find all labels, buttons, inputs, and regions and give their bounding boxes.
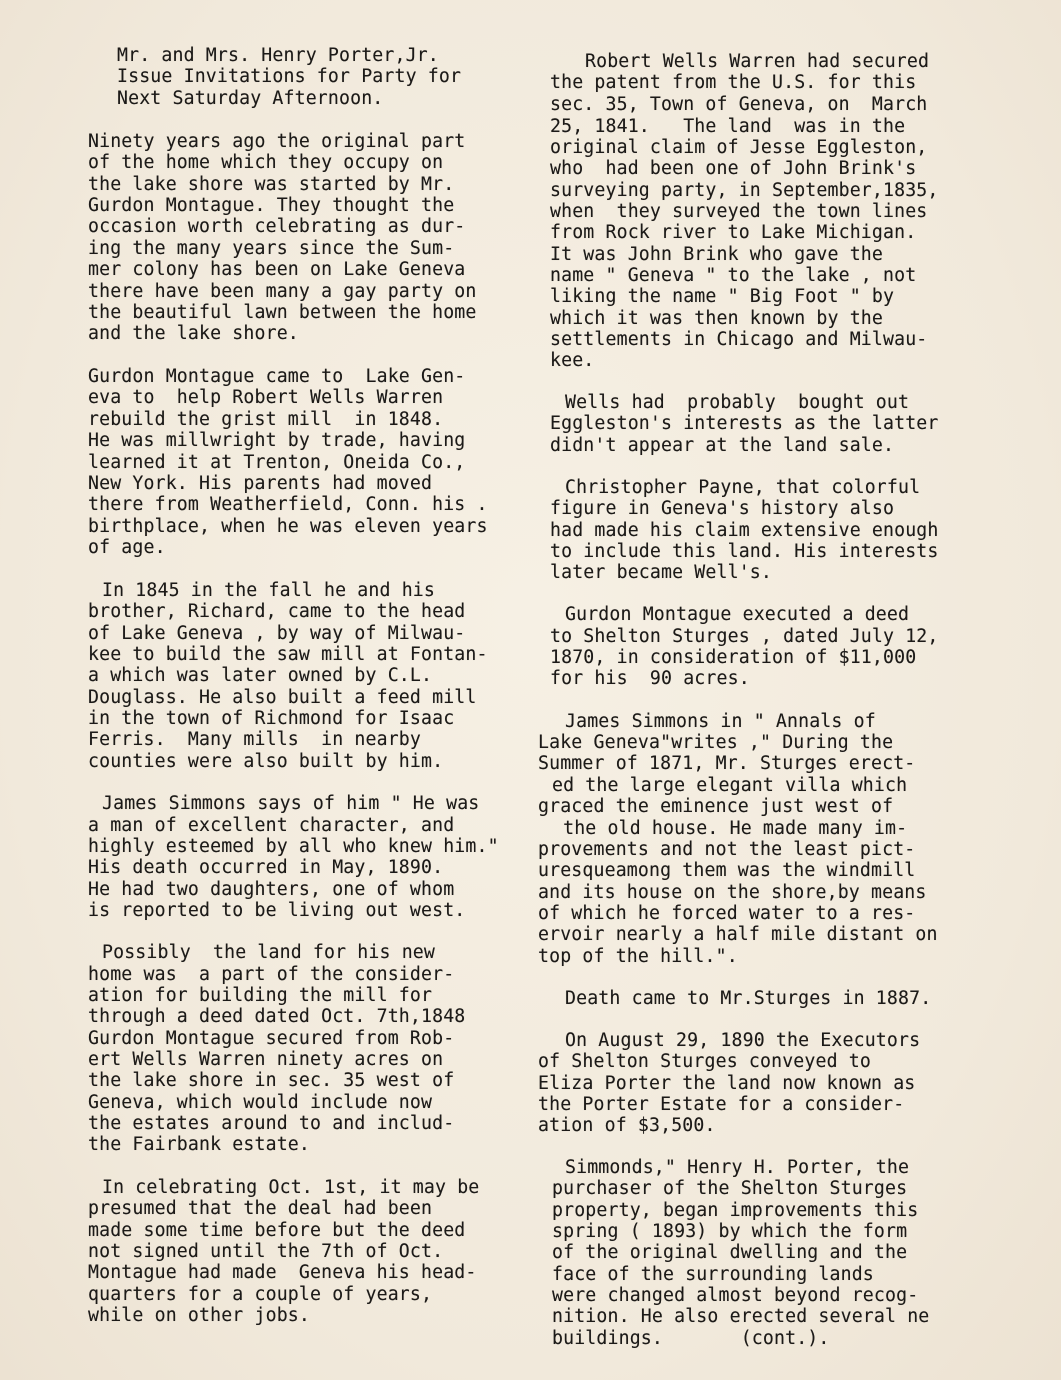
right-column-line: settlements in Chicago and Milwau- (550, 329, 928, 350)
left-column-line: In 1845 in the fall he and his (102, 580, 435, 601)
right-column-line: 25, 1841. The land was in the (550, 116, 906, 137)
right-column-line: ation of $3,500. (538, 1115, 716, 1136)
left-column-line: and the lake shore. (88, 323, 299, 344)
left-column-line: His death occurred in May, 1890. (88, 857, 444, 878)
right-column-line: didn't appear at the land sale. (550, 435, 895, 456)
right-column-line: of Shelton Sturges conveyed to (538, 1051, 871, 1072)
right-column-line: the patent from the U.S. for this (550, 72, 917, 93)
left-column-line: kee to build the saw mill at Fontan- (88, 644, 488, 665)
right-column-line: Eggleston's interests as the latter (550, 413, 939, 434)
left-column-line: while on other jobs. (88, 1305, 310, 1326)
left-column-line: Issue Invitations for Party for (117, 66, 462, 87)
right-column-line: It was John Brink who gave the (550, 244, 883, 265)
right-column-line: Death came to Mr.Sturges in 1887. (565, 988, 932, 1009)
left-column-line: In celebrating Oct. 1st, it may be (102, 1177, 480, 1198)
right-column-line: Lake Geneva"writes ," During the (538, 732, 894, 753)
left-column-line: ation for building the mill for (88, 985, 433, 1006)
right-column-line: Eliza Porter the land now known as (538, 1073, 916, 1094)
left-column-line: birthplace, when he was eleven years (88, 516, 488, 537)
right-column-line: the old house. He made many im- (552, 818, 908, 839)
left-column-line: Mr. and Mrs. Henry Porter,Jr. (117, 45, 439, 66)
right-column-line: name " Geneva " to the lake , not (550, 265, 917, 286)
left-column-line: of Lake Geneva , by way of Milwau- (88, 623, 466, 644)
left-column-line: there from Weatherfield, Conn. his . (88, 494, 488, 515)
left-column-line: a man of excellent character, and (88, 815, 455, 836)
left-column-line: Montague had made Geneva his head- (88, 1262, 477, 1283)
left-column-line: the lake shore was started by Mr. (88, 174, 455, 195)
right-column-line: buildings. (cont.). (552, 1328, 830, 1349)
right-column-line: Simmonds," Henry H. Porter, the (565, 1157, 910, 1178)
left-column-line: Gurdon Montague secured from Rob- (88, 1028, 455, 1049)
right-column-line: which it was then known by the (550, 308, 883, 329)
left-column-line: is reported to be living out west. (88, 900, 466, 921)
left-column-line: brother, Richard, came to the head (88, 601, 466, 622)
left-column-line: ing the many years since the Sum- (88, 238, 455, 259)
right-column-line: had made his claim extensive enough (550, 520, 939, 541)
right-column-line: uresqueamong them was the windmill (538, 860, 916, 881)
right-column-line: were changed almost beyond recog- (552, 1285, 919, 1306)
right-column-line: surveying party, in September,1835, (550, 180, 939, 201)
left-column-line: Possibly the land for his new (102, 942, 435, 963)
right-column-line: original claim of Jesse Eggleston, (550, 137, 928, 158)
left-column-line: there have been many a gay party on (88, 281, 477, 302)
left-column-line: He had two daughters, one of whom (88, 879, 455, 900)
left-column-line: He was millwright by trade, having (88, 430, 466, 451)
right-column-line: 1870, in consideration of $11,000 (550, 647, 917, 668)
left-column-line: home was a part of the consider- (88, 964, 455, 985)
right-column-line: graced the eminence just west of (538, 796, 894, 817)
left-column-line: the Fairbank estate. (88, 1134, 310, 1155)
right-column-line: ervoir nearly a half mile distant on (538, 924, 938, 945)
right-column-line: Christopher Payne, that colorful (565, 477, 921, 498)
right-column-line: face of the surrounding lands (552, 1264, 874, 1285)
left-column-line: of age. (88, 537, 166, 558)
left-column-line: Gurdon Montague came to Lake Gen- (88, 366, 466, 387)
right-column-line: kee. (550, 350, 595, 371)
left-column-line: in the town of Richmond for Isaac (88, 708, 455, 729)
left-column-line: mer colony has been on Lake Geneva (88, 259, 466, 280)
right-column-line: top of the hill.". (538, 946, 738, 967)
left-column-line: eva to help Robert Wells Warren (88, 387, 444, 408)
right-column-line: when they surveyed the town lines (550, 201, 928, 222)
left-column-line: Douglass. He also built a feed mill (88, 687, 477, 708)
right-column-line: of which he forced water to a res- (538, 903, 916, 924)
right-column-line: and its house on the shore,by means (538, 882, 927, 903)
left-column-line: counties were also built by him. (88, 751, 444, 772)
right-column-line: to Shelton Sturges , dated July 12, (550, 626, 939, 647)
left-column-line: New York. His parents had moved (88, 473, 433, 494)
left-column-line: not signed until the 7th of Oct. (88, 1241, 444, 1262)
left-column-line: the beautiful lawn between the home (88, 302, 477, 323)
left-column-line: a which was later owned by C.L. (88, 665, 433, 686)
right-column-line: nition. He also erected several ne (552, 1306, 930, 1327)
right-column-line: from Rock river to Lake Michigan. (550, 222, 917, 243)
left-column-line: ert Wells Warren ninety acres on (88, 1049, 444, 1070)
right-column-line: provements and not the least pict- (538, 839, 916, 860)
right-column-line: Robert Wells Warren had secured (585, 51, 930, 72)
right-column-line: figure in Geneva's history also (550, 498, 895, 519)
right-column-line: sec. 35, Town of Geneva, on March (550, 94, 928, 115)
right-column-line: Summer of 1871, Mr. Sturges erect- (538, 753, 916, 774)
right-column-line: the Porter Estate for a consider- (538, 1094, 905, 1115)
right-column-line: property, began improvements this (552, 1200, 919, 1221)
left-column-line: quarters for a couple of years, (88, 1284, 433, 1305)
right-column-line: to include this land. His interests (550, 541, 939, 562)
right-column-line: later became Well's. (550, 562, 772, 583)
right-column-line: purchaser of the Shelton Sturges (552, 1178, 908, 1199)
left-column-line: learned it at Trenton, Oneida Co., (88, 452, 466, 473)
left-column-line: Ninety years ago the original part (88, 131, 466, 152)
left-column-line: presumed that the deal had been (88, 1198, 433, 1219)
right-column-line: On August 29, 1890 the Executors (565, 1030, 921, 1051)
left-column-line: the estates around to and includ- (88, 1113, 455, 1134)
left-column-line: Next Saturday Afternoon. (117, 88, 384, 109)
left-column-line: through a deed dated Oct. 7th,1848 (88, 1006, 466, 1027)
right-column-line: ed the large elegant villa which (552, 775, 908, 796)
right-column-line: for his 90 acres. (550, 668, 750, 689)
right-column-line: of the original dwelling and the (552, 1242, 908, 1263)
left-column-line: James Simmons says of him " He was (102, 793, 480, 814)
left-column-line: of the home which they occupy on (88, 152, 444, 173)
left-column-line: Ferris. Many mills in nearby (88, 729, 421, 750)
left-column-line: occasion worth celebrating as dur- (88, 216, 466, 237)
right-column-line: who had been one of John Brink's (550, 158, 917, 179)
left-column-line: highly esteemed by all who knew him." (88, 836, 499, 857)
right-column-line: Wells had probably bought out (565, 392, 910, 413)
right-column-line: Gurdon Montague executed a deed (565, 604, 910, 625)
left-column-line: Geneva, which would include now (88, 1092, 433, 1113)
left-column-line: Gurdon Montague. They thought the (88, 195, 455, 216)
left-column-line: rebuild the grist mill in 1848. (88, 409, 444, 430)
left-column-line: made some time before but the deed (88, 1220, 466, 1241)
right-column-line: liking the name " Big Foot " by (550, 286, 895, 307)
right-column-line: spring ( 1893) by which the form (552, 1221, 908, 1242)
right-column-line: James Simmons in " Annals of (565, 711, 876, 732)
left-column-line: the lake shore in sec. 35 west of (88, 1070, 455, 1091)
